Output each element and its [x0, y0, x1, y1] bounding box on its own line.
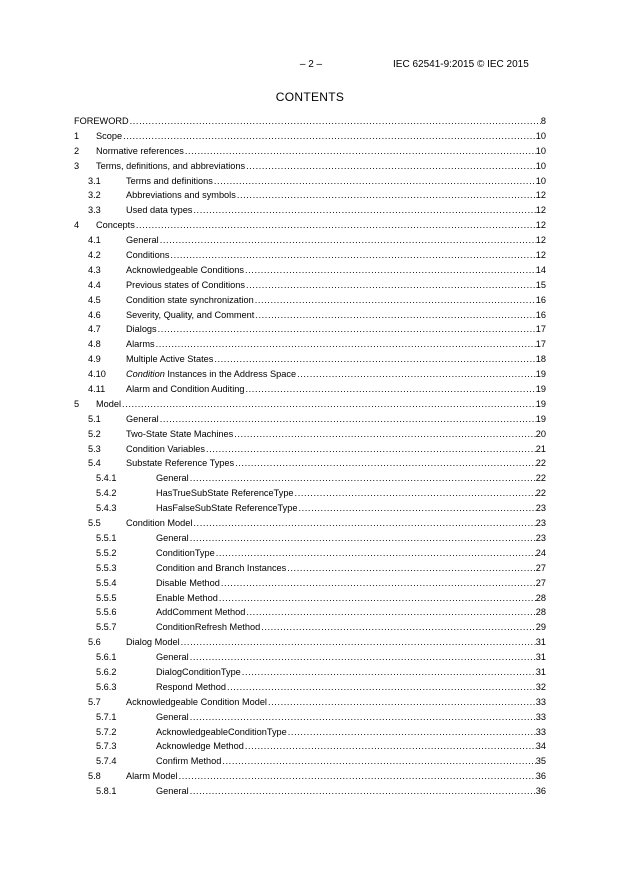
- toc-entry-page: 27: [535, 577, 546, 588]
- toc-entry-page: 15: [535, 279, 546, 290]
- toc-entry-page: 33: [535, 696, 546, 707]
- toc-entry-number: 5.6.3: [96, 681, 117, 692]
- toc-entry-title: Condition Variables: [126, 442, 206, 457]
- toc-entry[interactable]: [74, 263, 546, 278]
- toc-entry-title: General: [126, 412, 160, 427]
- toc-entry-number: 3: [74, 160, 80, 171]
- dot-leader: [190, 784, 536, 799]
- toc-entry-number: 5.7.1: [96, 711, 117, 722]
- toc-entry[interactable]: [74, 531, 546, 546]
- dot-leader: [136, 218, 536, 233]
- toc-entry[interactable]: [74, 337, 546, 352]
- toc-entry-number: 5.5.3: [96, 562, 117, 573]
- toc-entry[interactable]: [74, 471, 546, 486]
- dot-leader: [219, 591, 536, 606]
- toc-entry-title: General: [156, 471, 190, 486]
- dot-leader: [190, 531, 536, 546]
- toc-entry-page: 19: [535, 384, 546, 395]
- toc-entry[interactable]: [74, 516, 546, 531]
- toc-entry-page: 33: [535, 711, 546, 722]
- toc-entry-title: Multiple Active States: [126, 352, 214, 367]
- toc-entry-title: Dialogs: [126, 322, 158, 337]
- toc-entry-number: 4.6: [88, 309, 101, 320]
- toc-entry-page: 28: [535, 592, 546, 603]
- toc-entry-page: 22: [535, 458, 546, 469]
- dot-leader: [255, 308, 535, 323]
- toc-entry-page: 19: [535, 413, 546, 424]
- toc-entry-title: Disable Method: [156, 576, 221, 591]
- toc-entry-number: 4.7: [88, 324, 101, 335]
- toc-entry[interactable]: [74, 412, 546, 427]
- toc-entry-number: 5.4: [88, 458, 101, 469]
- dot-leader: [193, 516, 535, 531]
- toc-entry-title: HasFalseSubState ReferenceType: [156, 501, 298, 516]
- dot-leader: [298, 501, 535, 516]
- toc-entry-page: 35: [535, 756, 546, 767]
- page-number: – 2 –: [299, 59, 323, 70]
- toc-entry-page: 31: [535, 652, 546, 663]
- toc-entry-page: 23: [535, 503, 546, 514]
- toc-entry-number: 4: [74, 220, 80, 231]
- table-of-contents: [74, 114, 546, 799]
- toc-entry[interactable]: [74, 174, 546, 189]
- toc-entry-title: General: [156, 531, 190, 546]
- toc-entry[interactable]: [74, 695, 546, 710]
- toc-entry-number: 5.5: [88, 518, 101, 529]
- toc-entry-title: Severity, Quality, and Comment: [126, 308, 255, 323]
- toc-entry-page: 29: [535, 622, 546, 633]
- toc-entry-page: 10: [535, 175, 546, 186]
- toc-entry[interactable]: [74, 620, 546, 635]
- toc-entry-number: 4.2: [88, 250, 101, 261]
- toc-entry-title: HasTrueSubState ReferenceType: [156, 486, 295, 501]
- toc-entry-page: 36: [535, 786, 546, 797]
- toc-entry-title-italic: Condition: [126, 369, 165, 380]
- toc-entry-title: FOREWORD: [74, 114, 130, 129]
- toc-entry-title: Previous states of Conditions: [126, 278, 246, 293]
- dot-leader: [190, 710, 536, 725]
- toc-entry-page: 34: [535, 741, 546, 752]
- dot-leader: [214, 352, 535, 367]
- toc-entry-title: AcknowledgeableConditionType: [156, 725, 288, 740]
- toc-entry[interactable]: [74, 352, 546, 367]
- toc-entry[interactable]: [74, 754, 546, 769]
- toc-entry[interactable]: [74, 591, 546, 606]
- toc-entry-title: Alarm Model: [126, 769, 179, 784]
- toc-entry-number: 5.2: [88, 428, 101, 439]
- toc-entry[interactable]: [74, 188, 546, 203]
- dot-leader: [295, 486, 536, 501]
- dot-leader: [216, 546, 536, 561]
- dot-leader: [242, 665, 536, 680]
- toc-entry-title: Alarm and Condition Auditing: [126, 382, 246, 397]
- toc-entry-page: 23: [535, 518, 546, 529]
- dot-leader: [206, 442, 536, 457]
- toc-entry[interactable]: [74, 427, 546, 442]
- toc-entry[interactable]: [74, 233, 546, 248]
- dot-leader: [190, 471, 536, 486]
- toc-entry-page: 10: [535, 130, 546, 141]
- toc-entry-number: 5.4.1: [96, 473, 117, 484]
- toc-entry[interactable]: [74, 710, 546, 725]
- dot-leader: [255, 293, 536, 308]
- toc-entry-number: 4.9: [88, 354, 101, 365]
- standard-reference: IEC 62541-9:2015 © IEC 2015: [393, 59, 529, 70]
- toc-entry-page: 31: [535, 637, 546, 648]
- toc-entry-page: 12: [535, 235, 546, 246]
- toc-entry[interactable]: [74, 725, 546, 740]
- toc-entry-number: 3.2: [88, 190, 101, 201]
- toc-entry[interactable]: [74, 129, 546, 144]
- toc-entry-title: Two-State State Machines: [126, 427, 234, 442]
- dot-leader: [227, 680, 536, 695]
- toc-entry-page: 33: [535, 726, 546, 737]
- toc-entry-page: 12: [535, 220, 546, 231]
- toc-entry-title: General: [156, 650, 190, 665]
- toc-entry-number: 3.3: [88, 205, 101, 216]
- toc-entry-number: 5.7.4: [96, 756, 117, 767]
- toc-entry-page: 12: [535, 190, 546, 201]
- toc-entry-page: 22: [535, 488, 546, 499]
- toc-entry-title: Terms and definitions: [126, 174, 214, 189]
- toc-entry[interactable]: [74, 278, 546, 293]
- toc-entry-page: 27: [535, 562, 546, 573]
- toc-entry-title: Normative references: [96, 144, 185, 159]
- toc-entry-title: Respond Method: [156, 680, 227, 695]
- toc-entry-number: 5.6.2: [96, 666, 117, 677]
- toc-entry-page: 23: [535, 532, 546, 543]
- dot-leader: [160, 412, 536, 427]
- dot-leader: [170, 248, 535, 263]
- dot-leader: [297, 367, 536, 382]
- toc-entry-title: Conditions: [126, 248, 170, 263]
- toc-entry-number: 5.7.3: [96, 741, 117, 752]
- toc-entry-title: Alarms: [126, 337, 156, 352]
- dot-leader: [245, 739, 536, 754]
- toc-entry[interactable]: [74, 680, 546, 695]
- toc-entry-page: 20: [535, 428, 546, 439]
- toc-entry-page: 28: [535, 607, 546, 618]
- toc-entry-number: 5.8.1: [96, 786, 117, 797]
- toc-entry-title: General: [156, 784, 190, 799]
- dot-leader: [268, 695, 536, 710]
- toc-entry-page: 14: [535, 264, 546, 275]
- toc-entry[interactable]: [74, 456, 546, 471]
- toc-entry-page: 12: [535, 250, 546, 261]
- toc-entry[interactable]: [74, 576, 546, 591]
- toc-entry-title: Scope: [96, 129, 123, 144]
- toc-entry-page: 16: [535, 294, 546, 305]
- toc-entry[interactable]: [74, 322, 546, 337]
- toc-entry-page: 12: [535, 205, 546, 216]
- toc-entry-number: 5.5.1: [96, 532, 117, 543]
- toc-entry[interactable]: [74, 486, 546, 501]
- toc-entry[interactable]: [74, 144, 546, 159]
- toc-entry[interactable]: [74, 665, 546, 680]
- dot-leader: [246, 159, 536, 174]
- toc-entry-number: 4.4: [88, 279, 101, 290]
- dot-leader: [245, 263, 536, 278]
- toc-entry-title: [126, 367, 297, 382]
- dot-leader: [123, 129, 536, 144]
- dot-leader: [288, 725, 536, 740]
- toc-entry-number: 5.5.4: [96, 577, 117, 588]
- dot-leader: [222, 754, 535, 769]
- toc-entry-title: AddComment Method: [156, 605, 246, 620]
- toc-entry[interactable]: [74, 739, 546, 754]
- toc-entry-page: 32: [535, 681, 546, 692]
- toc-entry[interactable]: [74, 769, 546, 784]
- dot-leader: [122, 397, 536, 412]
- dot-leader: [190, 650, 536, 665]
- toc-entry-number: 5.6: [88, 637, 101, 648]
- toc-entry-title: ConditionType: [156, 546, 216, 561]
- toc-entry-title: Used data types: [126, 203, 193, 218]
- toc-entry[interactable]: [74, 367, 546, 382]
- toc-entry[interactable]: [74, 159, 546, 174]
- toc-entry-title-rest: Instances in the Address Space: [164, 369, 297, 380]
- toc-entry-title: DialogConditionType: [156, 665, 242, 680]
- toc-entry-number: 2: [74, 145, 80, 156]
- toc-entry-title: Concepts: [96, 218, 136, 233]
- dot-leader: [130, 114, 541, 129]
- toc-entry-number: 5.3: [88, 443, 101, 454]
- toc-entry[interactable]: [74, 308, 546, 323]
- toc-entry-page: 17: [535, 324, 546, 335]
- toc-entry-page: 24: [535, 547, 546, 558]
- toc-entry-number: 4.5: [88, 294, 101, 305]
- toc-entry-number: 4.8: [88, 339, 101, 350]
- toc-entry-page: 22: [535, 473, 546, 484]
- toc-entry-page: 19: [535, 398, 546, 409]
- toc-entry-number: 5.5.7: [96, 622, 117, 633]
- toc-entry-title: Acknowledgeable Condition Model: [126, 695, 268, 710]
- toc-entry-title: Dialog Model: [126, 635, 181, 650]
- dot-leader: [214, 174, 536, 189]
- toc-entry-title: General: [126, 233, 160, 248]
- toc-entry-page: 10: [535, 145, 546, 156]
- toc-entry[interactable]: [74, 382, 546, 397]
- toc-entry-number: 4.3: [88, 264, 101, 275]
- toc-entry-number: 3.1: [88, 175, 101, 186]
- toc-entry[interactable]: [74, 442, 546, 457]
- dot-leader: [156, 337, 536, 352]
- toc-entry-title: Acknowledge Method: [156, 739, 245, 754]
- toc-entry-title: ConditionRefresh Method: [156, 620, 261, 635]
- dot-leader: [237, 188, 536, 203]
- toc-entry-number: 5: [74, 398, 80, 409]
- toc-entry[interactable]: [74, 218, 546, 233]
- toc-entry-page: 17: [535, 339, 546, 350]
- toc-entry-number: 5.8: [88, 771, 101, 782]
- dot-leader: [235, 456, 536, 471]
- toc-entry-number: 5.5.6: [96, 607, 117, 618]
- toc-entry-number: 4.10: [88, 369, 106, 380]
- toc-entry-number: 5.1: [88, 413, 101, 424]
- dot-leader: [185, 144, 536, 159]
- toc-entry-title: Abbreviations and symbols: [126, 188, 237, 203]
- toc-entry-title: Confirm Method: [156, 754, 222, 769]
- toc-entry-page: 19: [535, 369, 546, 380]
- toc-entry-number: 1: [74, 130, 80, 141]
- toc-entry-number: 4.11: [88, 384, 106, 395]
- dot-leader: [160, 233, 536, 248]
- toc-entry-page: 16: [535, 309, 546, 320]
- toc-entry[interactable]: [74, 397, 546, 412]
- toc-entry[interactable]: [74, 650, 546, 665]
- toc-entry-title: Terms, definitions, and abbreviations: [96, 159, 246, 174]
- page-title: CONTENTS: [275, 90, 345, 104]
- dot-leader: [287, 561, 536, 576]
- dot-leader: [181, 635, 536, 650]
- dot-leader: [246, 605, 535, 620]
- dot-leader: [246, 278, 536, 293]
- toc-entry-title: Substate Reference Types: [126, 456, 235, 471]
- toc-entry-number: 5.4.2: [96, 488, 117, 499]
- toc-entry-title: Model: [96, 397, 122, 412]
- toc-entry-title: Condition state synchronization: [126, 293, 255, 308]
- dot-leader: [246, 382, 536, 397]
- toc-entry-page: 21: [535, 443, 546, 454]
- toc-entry-page: 8: [540, 116, 546, 126]
- dot-leader: [234, 427, 536, 442]
- toc-entry-title: General: [156, 710, 190, 725]
- dot-leader: [158, 322, 536, 337]
- toc-entry-number: 5.6.1: [96, 652, 117, 663]
- toc-entry[interactable]: [74, 546, 546, 561]
- toc-entry-number: 4.1: [88, 235, 101, 246]
- toc-entry-page: 31: [535, 666, 546, 677]
- toc-entry[interactable]: [74, 203, 546, 218]
- toc-entry[interactable]: [74, 293, 546, 308]
- toc-entry-number: 5.7.2: [96, 726, 117, 737]
- dot-leader: [221, 576, 536, 591]
- toc-entry[interactable]: [74, 561, 546, 576]
- toc-entry-title: Enable Method: [156, 591, 219, 606]
- toc-entry-number: 5.5.5: [96, 592, 117, 603]
- toc-entry-title: Acknowledgeable Conditions: [126, 263, 245, 278]
- toc-entry[interactable]: [74, 114, 546, 129]
- toc-entry-page: 18: [535, 354, 546, 365]
- toc-entry-title: Condition and Branch Instances: [156, 561, 287, 576]
- toc-entry[interactable]: [74, 501, 546, 516]
- dot-leader: [193, 203, 535, 218]
- toc-entry-number: 5.4.3: [96, 503, 117, 514]
- toc-entry[interactable]: [74, 605, 546, 620]
- toc-entry-title: Condition Model: [126, 516, 193, 531]
- toc-entry[interactable]: [74, 635, 546, 650]
- toc-entry-number: 5.5.2: [96, 547, 117, 558]
- toc-entry-number: 5.7: [88, 696, 101, 707]
- dot-leader: [261, 620, 536, 635]
- toc-entry[interactable]: [74, 784, 546, 799]
- toc-entry[interactable]: [74, 248, 546, 263]
- toc-entry-page: 10: [535, 160, 546, 171]
- dot-leader: [179, 769, 536, 784]
- toc-entry-page: 36: [535, 771, 546, 782]
